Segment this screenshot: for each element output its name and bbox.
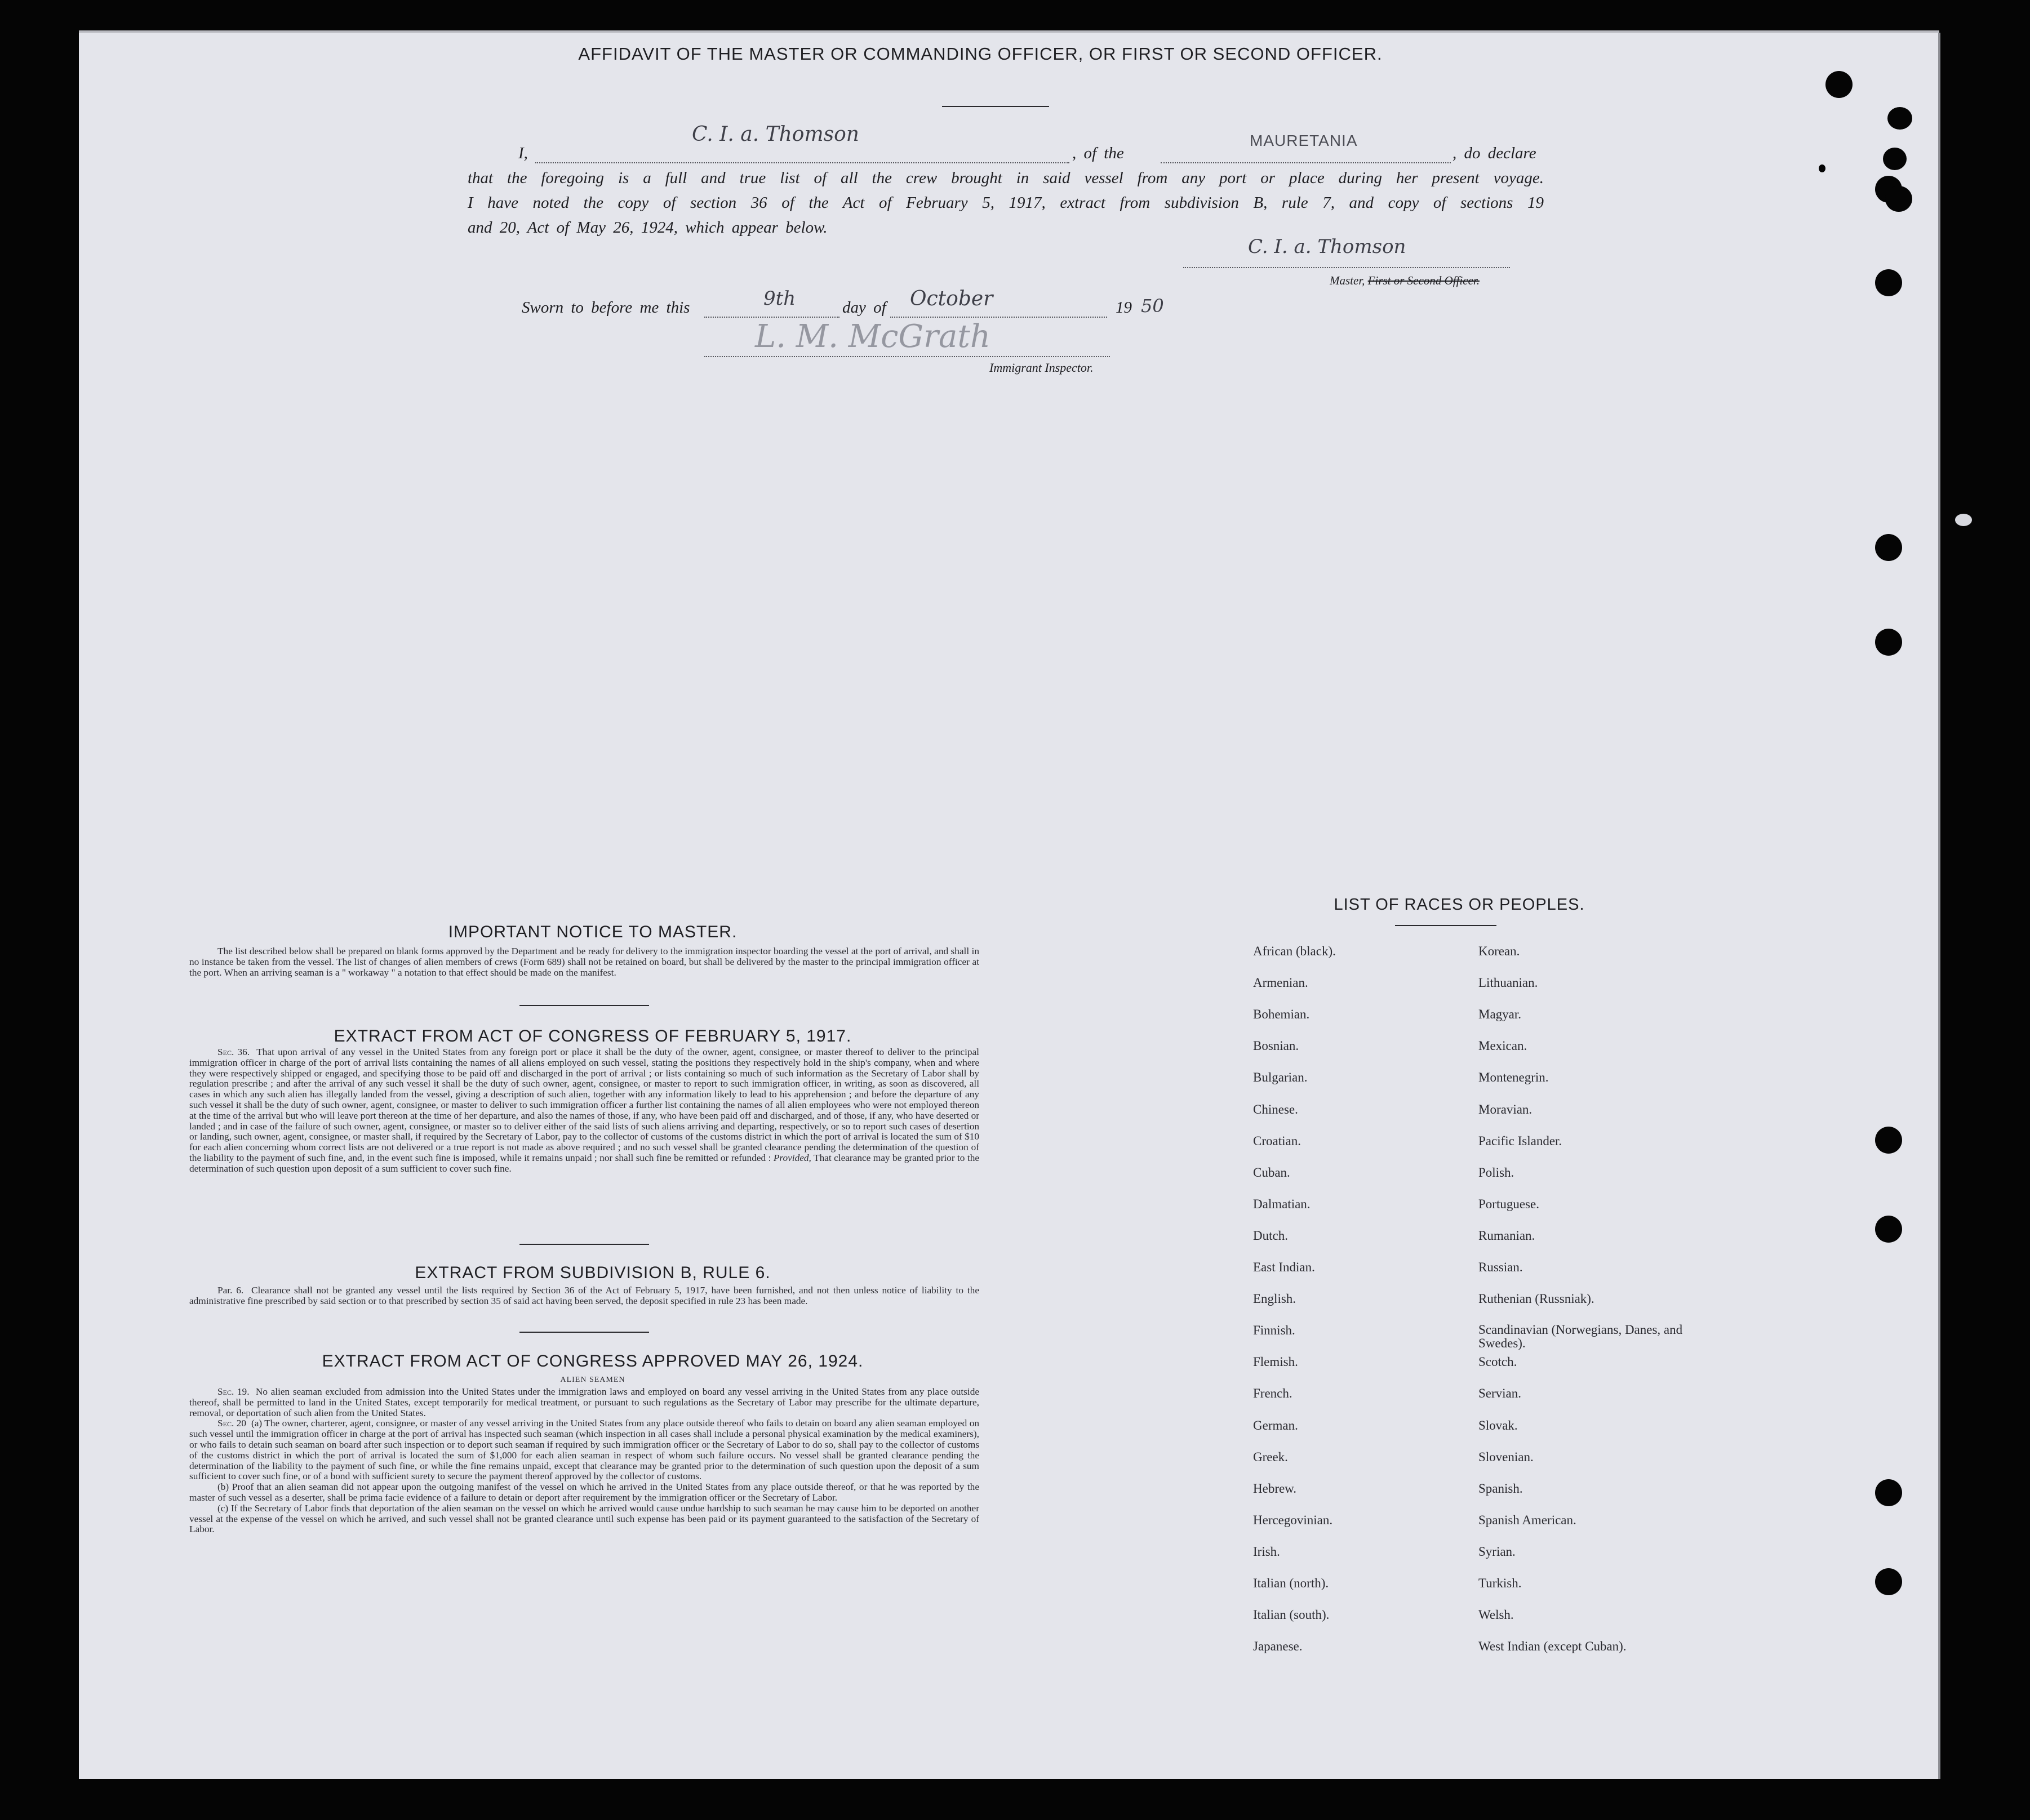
alien-seamen-subtitle: ALIEN SEAMEN (560, 1376, 625, 1384)
race-item: Turkish. (1478, 1576, 1522, 1590)
declaration-line-3: and 20, Act of May 26, 1924, which appear below. (468, 219, 828, 237)
inspector-signature: L. M. McGrath (755, 318, 990, 355)
signer-line (535, 162, 1069, 163)
races-title: LIST OF RACES OR PEOPLES. (1334, 896, 1585, 914)
race-item: Russian. (1478, 1260, 1523, 1274)
punch-hole (1875, 1568, 1902, 1595)
sec-19-text: No alien seaman excluded from admission into the United States under the immigration laws and employed on board any vessel arriving in the United States from any place outside thereof, shall be permitted to land in the United States, except temporarily for medical treatment, or pursuant to such regulations as the Secretary of Labor may prescribe for the ultimate departure, removal, or deportation of such alien from the United States. (189, 1386, 980, 1418)
race-item: Moravian. (1478, 1102, 1533, 1116)
rule6-rule (519, 1332, 649, 1333)
race-item: Dalmatian. (1253, 1196, 1311, 1211)
race-item: Mexican. (1478, 1039, 1527, 1053)
of-the-label: , of the (1072, 144, 1124, 162)
i-label: I, (518, 144, 528, 162)
vessel-line (1161, 162, 1451, 163)
affidavit-title: AFFIDAVIT OF THE MASTER OR COMMANDING OFFICER, OR FIRST OR SECOND OFFICER. (578, 44, 1383, 64)
notice-title: IMPORTANT NOTICE TO MASTER. (448, 923, 738, 941)
race-item: Spanish American. (1478, 1512, 1576, 1527)
inspector-line (704, 356, 1110, 357)
race-item: Servian. (1478, 1386, 1522, 1401)
rule6-body (189, 1285, 979, 1307)
race-item: Greek. (1253, 1449, 1288, 1464)
race-item: Finnish. (1253, 1323, 1295, 1338)
day-of-label: day of (842, 299, 886, 317)
race-item: Armenian. (1253, 976, 1308, 990)
declaration-line-1: that the foregoing is a full and true list of all the crew brought in said vessel from any port or place during her present voyage. (468, 169, 1544, 187)
race-item: Portuguese. (1478, 1196, 1539, 1211)
punch-hole (1875, 534, 1902, 561)
sec-20-label: Sec. 20 (217, 1418, 247, 1429)
sworn-label: Sworn to before me this (522, 299, 690, 317)
race-item: Slovenian. (1478, 1449, 1534, 1464)
punch-hole (1875, 269, 1902, 296)
day-line (704, 317, 839, 318)
punch-hole (1875, 1479, 1902, 1506)
race-item: Hercegovinian. (1253, 1512, 1333, 1527)
punch-hole (1875, 629, 1902, 656)
sec-20b-text: (b) Proof that an alien seaman did not appear upon the outgoing manifest of the vessel on which he arrived in the United States from any place outside thereof, or that he was reported by the master of such vessel as a deserter, shall be prima facie evidence of a failure to detain or deport after requirement by the immigration officer or the Secretary of Labor. (189, 1481, 979, 1503)
race-item: Polish. (1478, 1165, 1514, 1180)
race-item: Bosnian. (1253, 1039, 1299, 1053)
signer-signature: C. I. a. Thomson (692, 123, 859, 146)
race-item: African (black). (1253, 944, 1336, 958)
race-item: Spanish. (1478, 1481, 1523, 1496)
race-item: Croatian. (1253, 1133, 1301, 1148)
extract-1924-body (189, 1387, 979, 1535)
extract-1917-title: EXTRACT FROM ACT OF CONGRESS OF FEBRUARY 5, 1917. (334, 1027, 852, 1045)
race-item: Cuban. (1253, 1165, 1290, 1180)
race-item: English. (1253, 1292, 1296, 1306)
year-suffix: 50 (1141, 295, 1164, 317)
punch-hole (1887, 107, 1912, 130)
punch-hole (1875, 1127, 1902, 1154)
race-item: Welsh. (1478, 1608, 1514, 1622)
sec-20c-text: (c) If the Secretary of Labor finds that deportation of the alien seaman on the vessel on which he arrived would cause undue hardship to such seaman he may cause him to be deported on another vessel at the expense of the vessel on which he arrived, and such vessel shall not be granted clearance until such expense has been paid or its payment guaranteed to the satisfaction of the Secretary of Labor. (189, 1502, 979, 1535)
paper-fleck (1955, 514, 1972, 526)
race-item: Scotch. (1478, 1355, 1517, 1369)
inspector-caption: Immigrant Inspector. (989, 361, 1094, 375)
vessel-name-stamp: MAURETANIA (1250, 132, 1358, 149)
master-caption-label: Master, (1330, 274, 1365, 287)
extract-1924-title: EXTRACT FROM ACT OF CONGRESS APPROVED MAY 26, 1924. (322, 1352, 864, 1370)
race-item: Rumanian. (1478, 1228, 1535, 1243)
sworn-month: October (910, 287, 993, 310)
race-item: Japanese. (1253, 1639, 1303, 1654)
race-item: Scandinavian (Norwegians, Danes, and Swedes). (1478, 1323, 1683, 1351)
race-item: Pacific Islander. (1478, 1133, 1562, 1148)
punch-hole (1875, 1216, 1902, 1243)
proviso-label: Provided, (773, 1152, 811, 1163)
page-right-edge (1938, 33, 1940, 1779)
notice-rule (519, 1005, 649, 1006)
declaration-line-2: I have noted the copy of section 36 of the Act of February 5, 1917, extract from subdivision B, rule 7, and copy of sections 19 (468, 194, 1544, 212)
race-item: Italian (south). (1253, 1608, 1330, 1622)
race-item: Lithuanian. (1478, 976, 1538, 990)
year-prefix: 19 (1116, 299, 1132, 317)
race-item: Bohemian. (1253, 1007, 1310, 1022)
punch-hole (1885, 186, 1912, 212)
race-item: Bulgarian. (1253, 1070, 1308, 1085)
master-signature-line (1183, 267, 1510, 268)
race-item: Montenegrin. (1478, 1070, 1549, 1085)
race-item: Irish. (1253, 1544, 1280, 1559)
sec-36-label: Sec. 36. (217, 1047, 250, 1057)
month-line (890, 317, 1107, 318)
race-item: Chinese. (1253, 1102, 1298, 1116)
master-caption-struck: First or Second Officer. (1367, 274, 1480, 287)
race-item: Flemish. (1253, 1355, 1298, 1369)
master-signature: C. I. a. Thomson (1248, 235, 1406, 258)
notice-body: The list described below shall be prepared on blank forms approved by the Department and be ready for delivery to the immigration inspector boarding the vessel at the port of arrival, and shall in no instance be taken from the vessel. The list of changes of alien members of crews (Form 689) shall not be retained on board, but shall be delivered by the master to the principal immigration officer at the port. When an arriving seaman is a " workaway " a notation to that effect should be made on the manifest. (189, 946, 979, 978)
race-item: East Indian. (1253, 1260, 1315, 1274)
master-caption (1330, 274, 1480, 288)
race-item: Syrian. (1478, 1544, 1516, 1559)
punch-hole (1883, 148, 1907, 170)
do-declare-label: , do declare (1452, 144, 1536, 162)
par-6-text: Clearance shall not be granted any vessel until the lists required by Section 36 of the Act of February 5, 1917, have been furnished, and not then unless notice of liability to the administrative fine prescribed by said section or to that prescribed by section 35 of said act having been served, the deposit specified in rule 23 has been made. (189, 1285, 979, 1306)
sec-36-text: That upon arrival of any vessel in the United States from any foreign port or place it shall be the duty of the owner, agent, consignee, or master thereof to deliver to the principal immigration officer in charge of the port of arrival lists containing the names of all aliens employed on such vessel, stating the positions they respectively hold in the ship's company, when and where they were respectively shipped or engaged, and specifying those to be paid off and discharged in the port of arrival ; or lists containing so much of such information as the Secretary of Labor shall by regulation prescribe ; and after the arrival of any such vessel it shall be the duty of such owner, agent, consignee, or master to report to such immigration officer, in writing, as soon as discovered, all cases in which any such alien has illegally landed from the vessel, giving a description of such alien, together with any information likely to lead to his apprehension ; and before the departure of any such vessel it shall be the duty of such owner, agent, consignee, or master to deliver to such immigration officer a further list containing the names of all alien employees who were not employed thereon at the time of the arrival but who will leave port thereon at the time of her departure, and also the names of those, if any, who have been paid off and discharged, and of those, if any, who have deserted or landed ; and in case of the failure of such owner, agent, consignee, or master so to deliver either of the said lists of such aliens arriving and departing, respectively, or so to report such cases of desertion or landing, such owner, agent, consignee, or master shall, if required by the Secretary of Labor, pay to the collector of customs of the customs district in which the port of arrival is located the sum of $10 for each alien concerning whom correct lists are not delivered or a true report is not made as above required ; and no such vessel shall be granted clearance pending the determination of the question of the liability to the payment of such fine, and, in the event such fine is imposed, while it remains unpaid ; nor shall such fine be remitted or refunded : (189, 1047, 979, 1163)
par-6-label: Par. 6. (217, 1285, 244, 1296)
extract-1917-rule (519, 1244, 649, 1245)
proviso-text: That clearance may be granted prior to the determination of such question upon deposit of a sum sufficient to cover such fine. (189, 1152, 980, 1174)
race-item: Ruthenian (Russniak). (1478, 1292, 1594, 1306)
race-item: Korean. (1478, 944, 1520, 958)
race-item: Slovak. (1478, 1418, 1518, 1432)
race-item: Italian (north). (1253, 1576, 1329, 1590)
race-item: Magyar. (1478, 1007, 1522, 1022)
title-rule (942, 106, 1049, 107)
punch-hole (1819, 164, 1825, 172)
sec-20a-text: (a) The owner, charterer, agent, consignee, or master of any vessel arriving in the United States from any place outside thereof who fails to detain on board any alien seaman employed on such vessel until the immigration officer in charge at the port of arrival has inspected such seaman (which inspection in all cases shall include a personal physical examination by the medical examiners), or who fails to detain such seaman on board after such inspection or to deport such seaman if required by such immigration officer or the Secretary of Labor to do so, shall pay to the collector of customs of the customs district in which the port of arrival is located the sum of $1,000 for each alien seaman in respect of whom such failure occurs. No vessel shall be granted clearance pending the determination of the liability to the payment of such fine, or while the fine remains unpaid, except that clearance may be granted prior to the determination of such question upon the deposit of a sum sufficient to cover such fine, or of a bond with sufficient surety to secure the payment thereof approved by the collector of customs. (189, 1418, 979, 1482)
race-item: Dutch. (1253, 1228, 1288, 1243)
race-item: Hebrew. (1253, 1481, 1297, 1496)
race-item: West Indian (except Cuban). (1478, 1639, 1627, 1654)
punch-hole (1825, 71, 1853, 98)
rule6-title: EXTRACT FROM SUBDIVISION B, RULE 6. (415, 1263, 771, 1282)
race-item: German. (1253, 1418, 1298, 1432)
races-title-rule (1395, 925, 1496, 926)
extract-1917-body (189, 1047, 979, 1174)
sec-19-label: Sec. 19. (217, 1386, 250, 1397)
sworn-day: 9th (763, 287, 796, 310)
race-item: French. (1253, 1386, 1292, 1401)
